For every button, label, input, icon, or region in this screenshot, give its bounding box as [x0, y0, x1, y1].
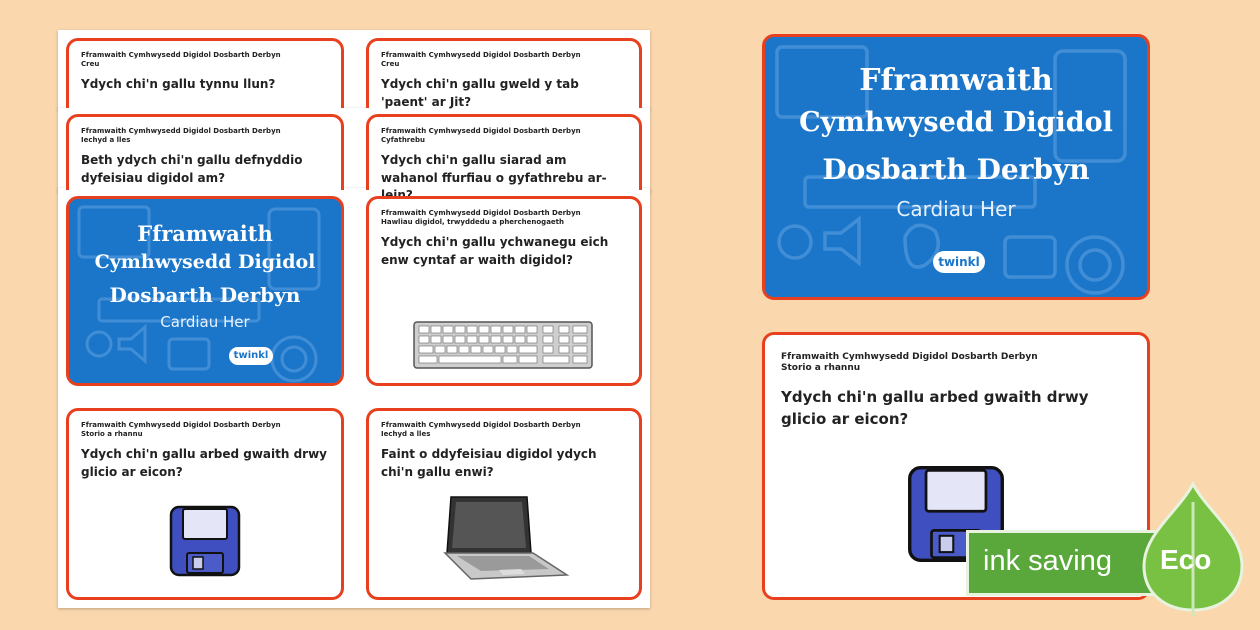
card-question: Ydych chi'n gallu siarad am wahanol ffurfiau o gyfathrebu ar- [381, 153, 607, 185]
card-question: Ydych chi'n gallu tynnu llun? [81, 77, 276, 92]
ink-saving-text: ink saving [983, 545, 1112, 577]
cover-title-line2: Cymhwysedd Digidol [799, 107, 1113, 138]
challenge-card-4 [366, 114, 642, 190]
twinkl-logo: twinkl [933, 251, 985, 273]
eco-text: Eco [1160, 544, 1212, 575]
ink-saving-badge [966, 482, 1260, 622]
card-question: Ydych chi'n gallu gweld y tab 'paent' ar Jit? [381, 77, 579, 109]
keyboard-icon [413, 321, 593, 369]
card-header: Fframwaith Cymhwysedd Digidol Dosbarth Derbyn [81, 127, 281, 135]
challenge-card-6 [66, 408, 344, 600]
card-category: Storio a rhannu [781, 363, 861, 374]
card-header: Fframwaith Cymhwysedd Digidol Dosbarth Derbyn [81, 421, 281, 429]
card-question: Ydych chi'n gallu ychwanegu eich enw cyntaf ar waith digidol? [381, 235, 609, 267]
cover-title-line3: Dosbarth Derbyn [109, 283, 301, 307]
laptop-icon [441, 495, 569, 581]
cover-subtitle: Cardiau Her [896, 197, 1016, 221]
cover-title-line2: Cymhwysedd Digidol [94, 251, 316, 273]
card-category: Iechyd a lles [381, 430, 431, 439]
card-category: Cyfathrebu [381, 136, 425, 145]
card-category: Creu [381, 60, 400, 69]
cover-subtitle: Cardiau Her [160, 313, 250, 331]
card-header: Fframwaith Cymhwysedd Digidol Dosbarth Derbyn [81, 51, 281, 59]
ink-saving-banner [966, 530, 1166, 596]
cover-title-line1: Fframwaith [137, 221, 273, 246]
card-category: Storio a rhannu [81, 430, 143, 439]
cover-card-large [762, 34, 1150, 300]
card-question: Ydych chi'n gallu arbed gwaith drwy glicio ar eicon? [781, 388, 1089, 428]
cover-title-line1: Fframwaith [859, 63, 1053, 98]
twinkl-logo: twinkl [229, 347, 273, 365]
card-category: Hawliau digidol, trwyddedu a pherchenogaeth [381, 218, 564, 227]
challenge-card-7 [366, 408, 642, 600]
card-category: Creu [81, 60, 100, 69]
card-question: Ydych chi'n gallu arbed gwaith drwy glicio ar eicon? [81, 447, 328, 479]
cover-title-line3: Dosbarth Derbyn [822, 153, 1090, 186]
card-header: Fframwaith Cymhwysedd Digidol Dosbarth Derbyn [781, 352, 1038, 362]
card-header: Fframwaith Cymhwysedd Digidol Dosbarth Derbyn [381, 421, 581, 429]
card-header: Fframwaith Cymhwysedd Digidol Dosbarth Derbyn [381, 209, 581, 217]
card-category: Iechyd a lles [81, 136, 131, 145]
card-header: Fframwaith Cymhwysedd Digidol Dosbarth Derbyn [381, 51, 581, 59]
cover-card-small [66, 196, 344, 386]
card-question: Faint o ddyfeisiau digidol ydych chi'n gallu enwi? [381, 447, 597, 479]
challenge-card-5 [366, 196, 642, 386]
card-question: Beth ydych chi'n gallu defnyddio dyfeisiau digidol am? [81, 153, 303, 185]
challenge-card-2 [366, 38, 642, 108]
card-header: Fframwaith Cymhwysedd Digidol Dosbarth Derbyn [381, 127, 581, 135]
challenge-card-1 [66, 38, 344, 108]
challenge-card-3 [66, 114, 344, 190]
floppy-disk-icon [169, 505, 241, 577]
